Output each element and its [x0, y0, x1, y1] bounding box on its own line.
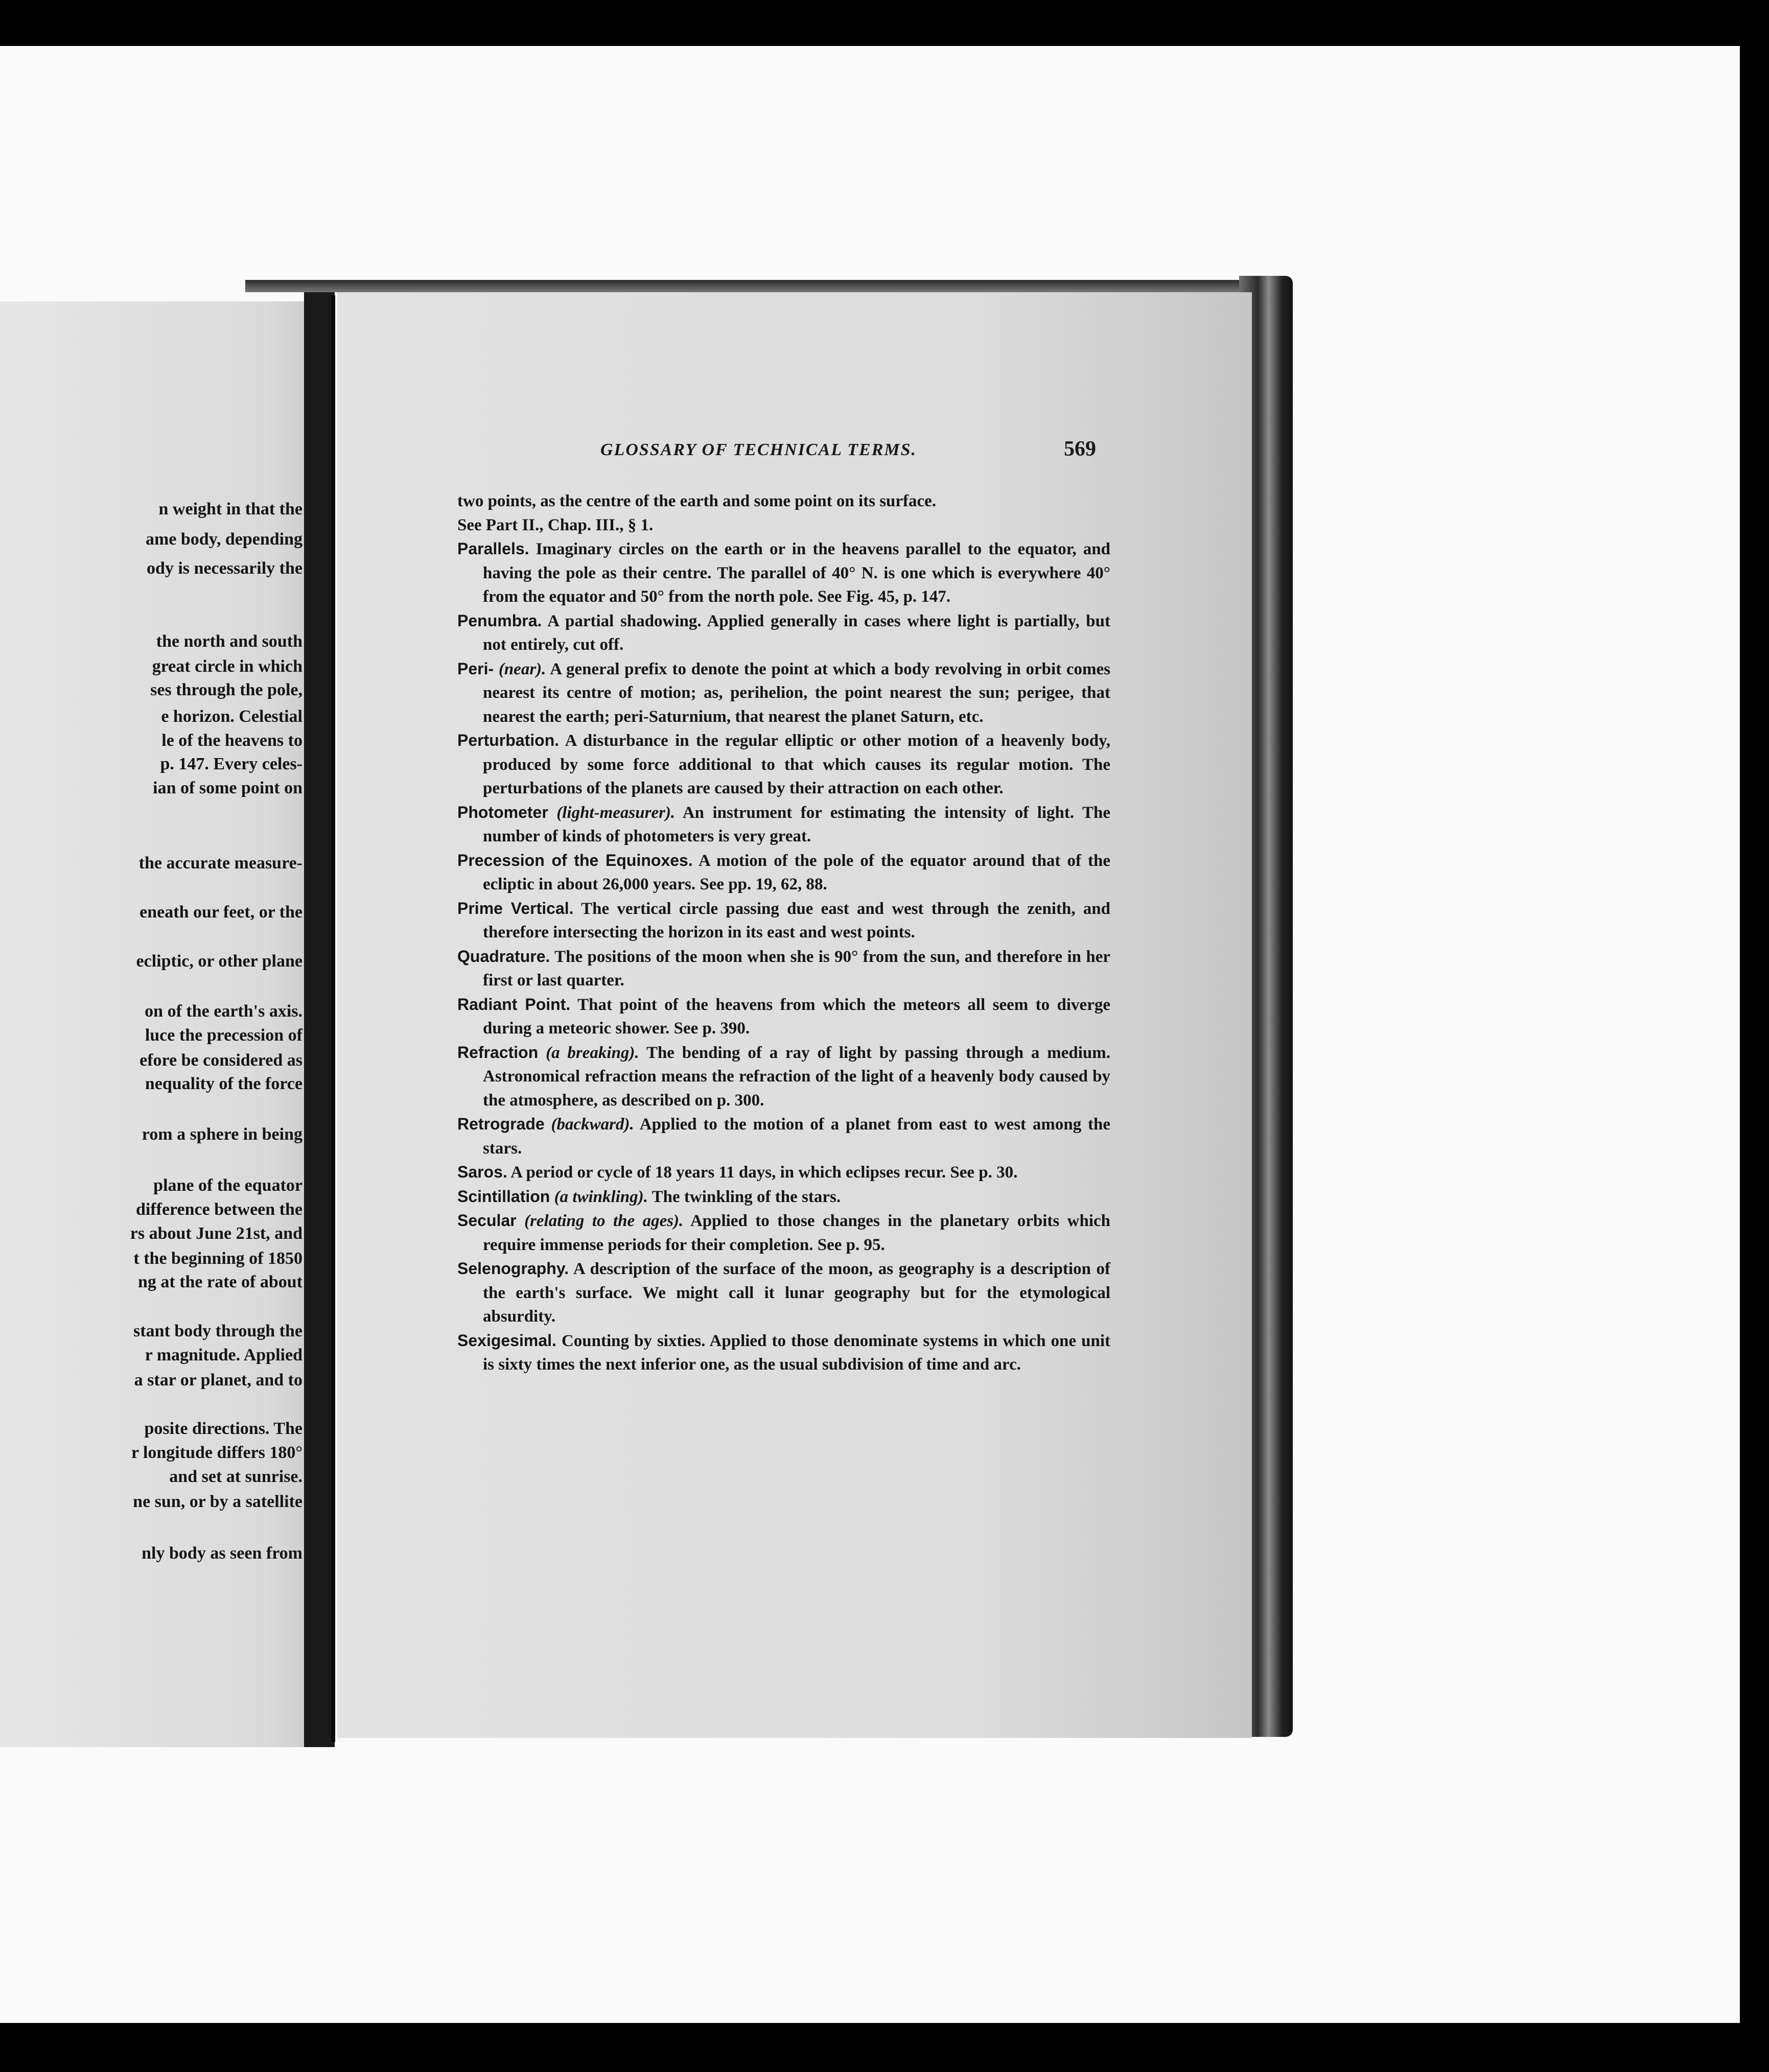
glossary-term: Perturbation.: [457, 731, 560, 749]
continuation-line-2: See Part II., Chap. III., § 1.: [457, 515, 654, 534]
glossary-entry: [457, 897, 1110, 945]
glossary-definition: That point of the heavens from which the meteors all seem to diverge during a meteoric shower. See p. 390.: [483, 995, 1110, 1038]
glossary-term: Radiant Point.: [457, 995, 571, 1014]
gutter-binding-line: [331, 295, 335, 1742]
glossary-entry: [457, 993, 1110, 1041]
left-page-line: luce the precession of: [145, 1025, 302, 1045]
left-page-line: great circle in which: [152, 656, 302, 676]
glossary-term: Precession of the Equinoxes.: [457, 851, 693, 869]
glossary-definition: The bending of a ray of light by passing through a medium. Astronomical refraction means the refraction of the light of a heavenly body caused by the atmosphere, as described on p. 300.: [483, 1043, 1110, 1110]
left-page-line: the north and south: [156, 631, 302, 651]
glossary-entry: [457, 1257, 1110, 1329]
left-page-line: ian of some point on: [153, 778, 302, 797]
left-page-line: rs about June 21st, and: [130, 1223, 302, 1243]
glossary-term: Photometer: [457, 803, 548, 821]
glossary-definition: A general prefix to denote the point at which a body revolving in orbit comes nearest its centre of motion; as, perihelion, the point nearest the sun; perigee, that nearest the earth; peri-Saturnium, that nearest the planet Saturn, etc.: [483, 660, 1110, 726]
glossary-definition: The positions of the moon when she is 90° from the sun, and therefore in her first or last quarter.: [483, 947, 1110, 990]
glossary-entry: [457, 1209, 1110, 1257]
glossary-entry: [457, 609, 1110, 657]
glossary-entry: [457, 1112, 1110, 1160]
glossary-definition: Counting by sixties. Applied to those denominate systems in which one unit is sixty times the next inferior one, as the usual subdivision of time and arc.: [483, 1331, 1110, 1374]
glossary-entry: [457, 1329, 1110, 1377]
left-page-line: ody is necessarily the: [146, 559, 302, 578]
glossary-gloss: (light-measurer).: [556, 803, 676, 822]
left-page-line: nequality of the force: [145, 1074, 302, 1094]
glossary-definition: Applied to the motion of a planet from east to west among the stars.: [483, 1115, 1110, 1158]
left-page-line: e horizon. Celestial: [161, 707, 302, 726]
book-gutter: [304, 286, 335, 1747]
glossary-definition: A motion of the pole of the equator around that of the ecliptic in about 26,000 years. See pp. 19, 62, 88.: [483, 851, 1110, 893]
glossary-definition: The twinkling of the stars.: [651, 1187, 841, 1206]
glossary-term: Parallels.: [457, 539, 529, 558]
glossary-definition: Applied to those changes in the planetary orbits which require immense periods for their completion. See p. 95.: [483, 1212, 1111, 1254]
left-page-line: stant body through the: [133, 1322, 302, 1340]
glossary-entry: [457, 1185, 1110, 1209]
glossary-entry: [457, 800, 1110, 849]
left-page-line: p. 147. Every celes-: [160, 755, 302, 774]
left-page-line: posite directions. The: [144, 1419, 302, 1439]
left-page-line: plane of the equator: [153, 1176, 302, 1195]
glossary-definition: A disturbance in the regular elliptic or other motion of a heavenly body, produced by some force additional to that which causes its regular motion. The perturbations of the planets are caused by their attraction on each other.: [483, 732, 1110, 797]
glossary-term: Quadrature.: [457, 947, 550, 966]
glossary-definition: A period or cycle of 18 years 11 days, in which eclipses recur. See p. 30.: [510, 1163, 1018, 1182]
left-page-line: ame body, depending: [145, 530, 302, 549]
glossary-term: Selenography.: [457, 1259, 569, 1278]
left-page-line: le of the heavens to: [161, 731, 302, 750]
glossary-entry: [457, 945, 1110, 993]
left-page-line: difference between the: [135, 1199, 302, 1219]
glossary-entry: [457, 657, 1110, 729]
glossary-term: Penumbra.: [457, 611, 542, 630]
glossary-definition: Imaginary circles on the earth or in the heavens parallel to the equator, and having the pole as their centre. The parallel of 40° N. is one which is everywhere 40° from the equator and 50° from the north pole. See Fig. 45, p. 147.: [483, 540, 1110, 606]
glossary-term: Refraction: [457, 1043, 539, 1062]
left-page-line: the accurate measure-: [138, 854, 302, 873]
glossary-entries: [457, 537, 1110, 1377]
glossary-gloss: (a twinkling).: [554, 1187, 648, 1206]
glossary-term: Peri-: [457, 659, 494, 678]
left-page-line: t the beginning of 1850: [133, 1249, 302, 1268]
left-page-line: ses through the pole,: [150, 680, 302, 700]
glossary-gloss: (near).: [498, 660, 546, 678]
glossary-gloss: (relating to the ages).: [524, 1212, 684, 1230]
glossary-term: Saros.: [457, 1163, 507, 1181]
left-page: [0, 301, 332, 1747]
glossary-entry: [457, 728, 1110, 800]
glossary-definition: A partial shadowing. Applied generally in cases where light is partially, but not entirely, cut off.: [483, 611, 1110, 654]
left-page-line: nly body as seen from: [142, 1543, 302, 1563]
left-page-line: a star or planet, and to: [134, 1370, 302, 1390]
left-page-line: efore be considered as: [139, 1050, 302, 1070]
glossary-body: [457, 489, 1110, 1377]
left-page-line: rom a sphere in being: [142, 1124, 302, 1144]
glossary-gloss: (a breaking).: [546, 1043, 639, 1062]
glossary-definition: The vertical circle passing due east and west through the zenith, and therefore intersecting the horizon in its east and west points.: [483, 899, 1111, 941]
glossary-entry: [457, 849, 1110, 897]
left-page-line: r longitude differs 180°: [131, 1443, 302, 1462]
glossary-term: Scintillation: [457, 1187, 550, 1206]
left-page-line: ne sun, or by a satellite: [133, 1492, 302, 1511]
continuation-line-1: two points, as the centre of the earth and some point on its surface.: [457, 492, 937, 510]
page-number: 569: [1064, 437, 1096, 461]
left-page-line: on of the earth's axis.: [145, 1001, 302, 1021]
glossary-term: Secular: [457, 1211, 517, 1230]
glossary-definition: An instrument for estimating the intensity of light. The number of kinds of photometers is very great.: [483, 803, 1111, 845]
running-title: GLOSSARY OF TECHNICAL TERMS.: [600, 440, 917, 459]
glossary-definition: A description of the surface of the moon, as geography is a description of the earth's surface. We might call it lunar geography but for the etymological absurdity.: [483, 1260, 1110, 1326]
glossary-entry: [457, 1041, 1110, 1113]
glossary-term: Retrograde: [457, 1115, 545, 1133]
left-page-line: ng at the rate of about: [137, 1273, 302, 1292]
continuation-text: [457, 489, 1110, 537]
glossary-term: Sexigesimal.: [457, 1331, 556, 1350]
glossary-gloss: (backward).: [551, 1115, 634, 1134]
left-page-line: eneath our feet, or the: [139, 902, 302, 922]
left-page-line: and set at sunrise.: [169, 1467, 302, 1486]
page-top-edge: [245, 280, 1247, 292]
glossary-term: Prime Vertical.: [457, 899, 574, 917]
glossary-entry: [457, 1160, 1110, 1185]
left-page-line: n weight in that the: [158, 499, 302, 519]
left-page-line: r magnitude. Applied: [145, 1345, 302, 1364]
glossary-entry: [457, 537, 1110, 609]
left-page-line: ecliptic, or other plane: [136, 951, 302, 971]
